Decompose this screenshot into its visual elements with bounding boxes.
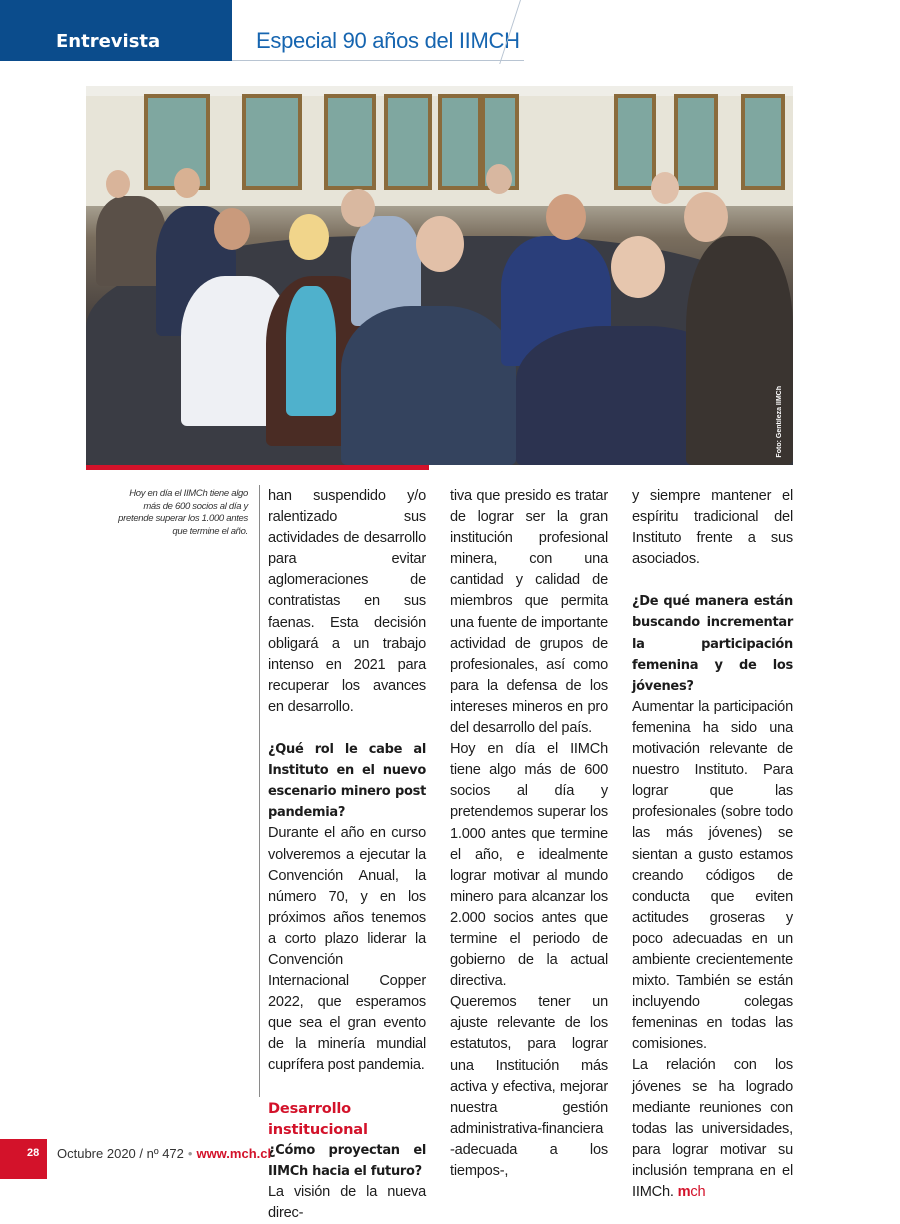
photo-accent-bar (86, 465, 429, 470)
page-title: Especial 90 años del IIMCH (256, 28, 520, 53)
paragraph: Durante el año en curso volveremos a ejecutar la Convención Anual, la número 70, y en los próximos años tenemos a corto plazo liderar la Convención Internacional Copper 2022, que esperamos que sea el gran evento de la minería mundial cuprífera post pandemia. (268, 825, 426, 1074)
page-number: 28 (27, 1147, 40, 1159)
paragraph: Aumentar la participación femenina ha sido una motivación relevante de nuestro Instituto. Para lograr que las profesionales (sobre todo las más jóvenes) se sientan a gusto estamos creando códigos de conducta que eviten actitudes groseras y poco adecuadas en un ambiente crecientemente mixto. También se están incluyendo colegas femeninas en todas las comisiones. (632, 698, 793, 1053)
end-mark-m: m (677, 1184, 691, 1200)
page-number-box (0, 1139, 47, 1179)
column-rule (259, 485, 260, 1097)
section-banner (0, 0, 232, 61)
question-heading: ¿Cómo proyectan el IIMCh hacia el futuro? (268, 1142, 426, 1179)
end-mark-ch: ch (690, 1184, 706, 1200)
photo-credit: Foto: Gentileza IIMCh (776, 386, 783, 458)
audience-photo (86, 86, 793, 465)
footer (57, 1146, 271, 1161)
section-label: Entrevista (56, 31, 161, 52)
issue-info: Octubre 2020 / nº 472 (57, 1146, 184, 1161)
paragraph: tiva que presido es tratar de lograr ser la gran institución profesional minera, con una cantidad y calidad de miembros que permita una fuente de importante actividad de grupos de profesionales, así como para la defensa de los intereses mineros en pro del desarrollo del país. (450, 488, 608, 737)
paragraph: La relación con los jóvenes se ha logrado mediante reuniones con todas las universidades, para lograr motivar su inclusión temprana en el IIMCh. mch (632, 1057, 793, 1200)
paragraph: han suspendido y/o ralentizado sus actividades de desarrollo para evitar aglomeraciones de contratistas en sus faenas. Esta decisión obligará a un trabajo intenso en 2021 para recuperar los avances en desarrollo. (268, 488, 426, 715)
question-heading: ¿Qué rol le cabe al Instituto en el nuevo escenario minero post pandemia? (268, 742, 426, 821)
paragraph: Hoy en día el IIMCh tiene algo más de 600 socios al día y pretendemos superar los 1.000 antes que termine el año, e idealmente lograr motivar al mundo minero para alcanzar los 2.000 socios antes que termine el periodo de gobierno de la actual directiva. (450, 741, 608, 990)
text-column-2 (450, 486, 608, 1182)
header-divider (232, 60, 524, 61)
footer-separator: • (187, 1146, 193, 1161)
paragraph: y siempre mantener el espíritu tradicional del Instituto frente a sus asociados. (632, 488, 793, 568)
question-heading: ¿De qué manera están buscando incrementar la participación femenina y de los jóvenes? (632, 594, 793, 694)
section-heading: Desarrollo institucional (268, 1099, 368, 1138)
paragraph: Queremos tener un ajuste relevante de los estatutos, para lograr una Institución más activa y efectiva, mejorar nuestra gestión administrativa-financiera -adecuada a los tiempos-, (450, 994, 608, 1179)
text-column-3 (632, 486, 793, 1203)
paragraph: La visión de la nueva direc- (268, 1183, 426, 1221)
photo-caption: Hoy en día el IIMCh tiene algo más de 600 socios al día y pretende superar los 1.000 antes que termine el año. (118, 488, 248, 537)
text-column-1 (268, 486, 426, 1224)
website-link[interactable]: www.mch.cl (196, 1146, 272, 1161)
